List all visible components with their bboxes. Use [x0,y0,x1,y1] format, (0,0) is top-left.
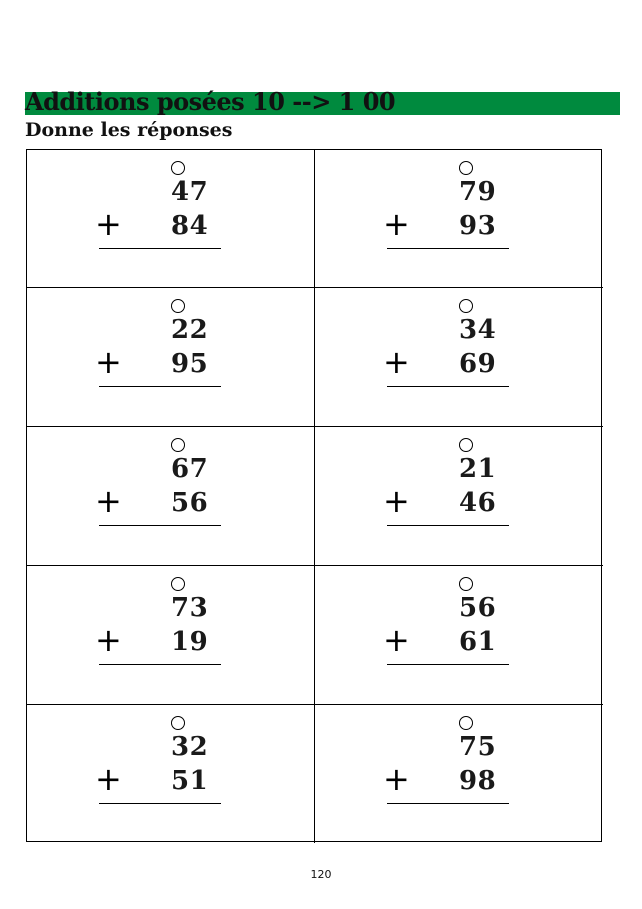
bottom-addend: 98 [459,766,497,796]
bottom-addend: 84 [171,211,209,241]
answer-line[interactable] [387,803,509,804]
worksheet-title: Additions posées 10 --> 1 00 [25,87,396,116]
addition-problem [315,566,603,705]
bottom-addend: 51 [171,766,209,796]
top-addend: 67 [171,454,209,484]
carry-circle[interactable] [171,577,185,591]
answer-line[interactable] [387,248,509,249]
addition-problem [27,566,315,705]
addition-problem [315,150,603,288]
bottom-addend: 19 [171,627,209,657]
bottom-addend: 95 [171,349,209,379]
answer-line[interactable] [99,386,221,387]
bottom-addend: 69 [459,349,497,379]
answer-line[interactable] [387,525,509,526]
answer-line[interactable] [387,386,509,387]
carry-circle[interactable] [459,299,473,313]
addition-problem [315,427,603,566]
addition-problem [27,288,315,427]
page-number: 120 [310,868,332,881]
top-addend: 79 [459,177,497,207]
worksheet-instructions: Donne les réponses [25,119,233,141]
answer-line[interactable] [99,525,221,526]
carry-circle[interactable] [171,299,185,313]
bottom-addend: 93 [459,211,497,241]
carry-circle[interactable] [459,438,473,452]
top-addend: 34 [459,315,497,345]
answer-line[interactable] [99,803,221,804]
top-addend: 73 [171,593,209,623]
carry-circle[interactable] [459,716,473,730]
plus-sign: + [95,482,122,520]
answer-line[interactable] [99,664,221,665]
carry-circle[interactable] [459,161,473,175]
plus-sign: + [95,343,122,381]
plus-sign: + [383,205,410,243]
top-addend: 75 [459,732,497,762]
addition-problem [27,150,315,288]
plus-sign: + [383,621,410,659]
plus-sign: + [95,621,122,659]
carry-circle[interactable] [171,161,185,175]
bottom-addend: 61 [459,627,497,657]
bottom-addend: 46 [459,488,497,518]
plus-sign: + [95,205,122,243]
answer-line[interactable] [99,248,221,249]
plus-sign: + [95,760,122,798]
carry-circle[interactable] [171,438,185,452]
plus-sign: + [383,343,410,381]
top-addend: 21 [459,454,497,484]
carry-circle[interactable] [171,716,185,730]
top-addend: 32 [171,732,209,762]
plus-sign: + [383,482,410,520]
addition-problem [315,288,603,427]
addition-problem [315,705,603,843]
top-addend: 22 [171,315,209,345]
bottom-addend: 56 [171,488,209,518]
top-addend: 47 [171,177,209,207]
plus-sign: + [383,760,410,798]
carry-circle[interactable] [459,577,473,591]
top-addend: 56 [459,593,497,623]
addition-problem [27,705,315,843]
problems-grid [26,149,602,842]
addition-problem [27,427,315,566]
answer-line[interactable] [387,664,509,665]
